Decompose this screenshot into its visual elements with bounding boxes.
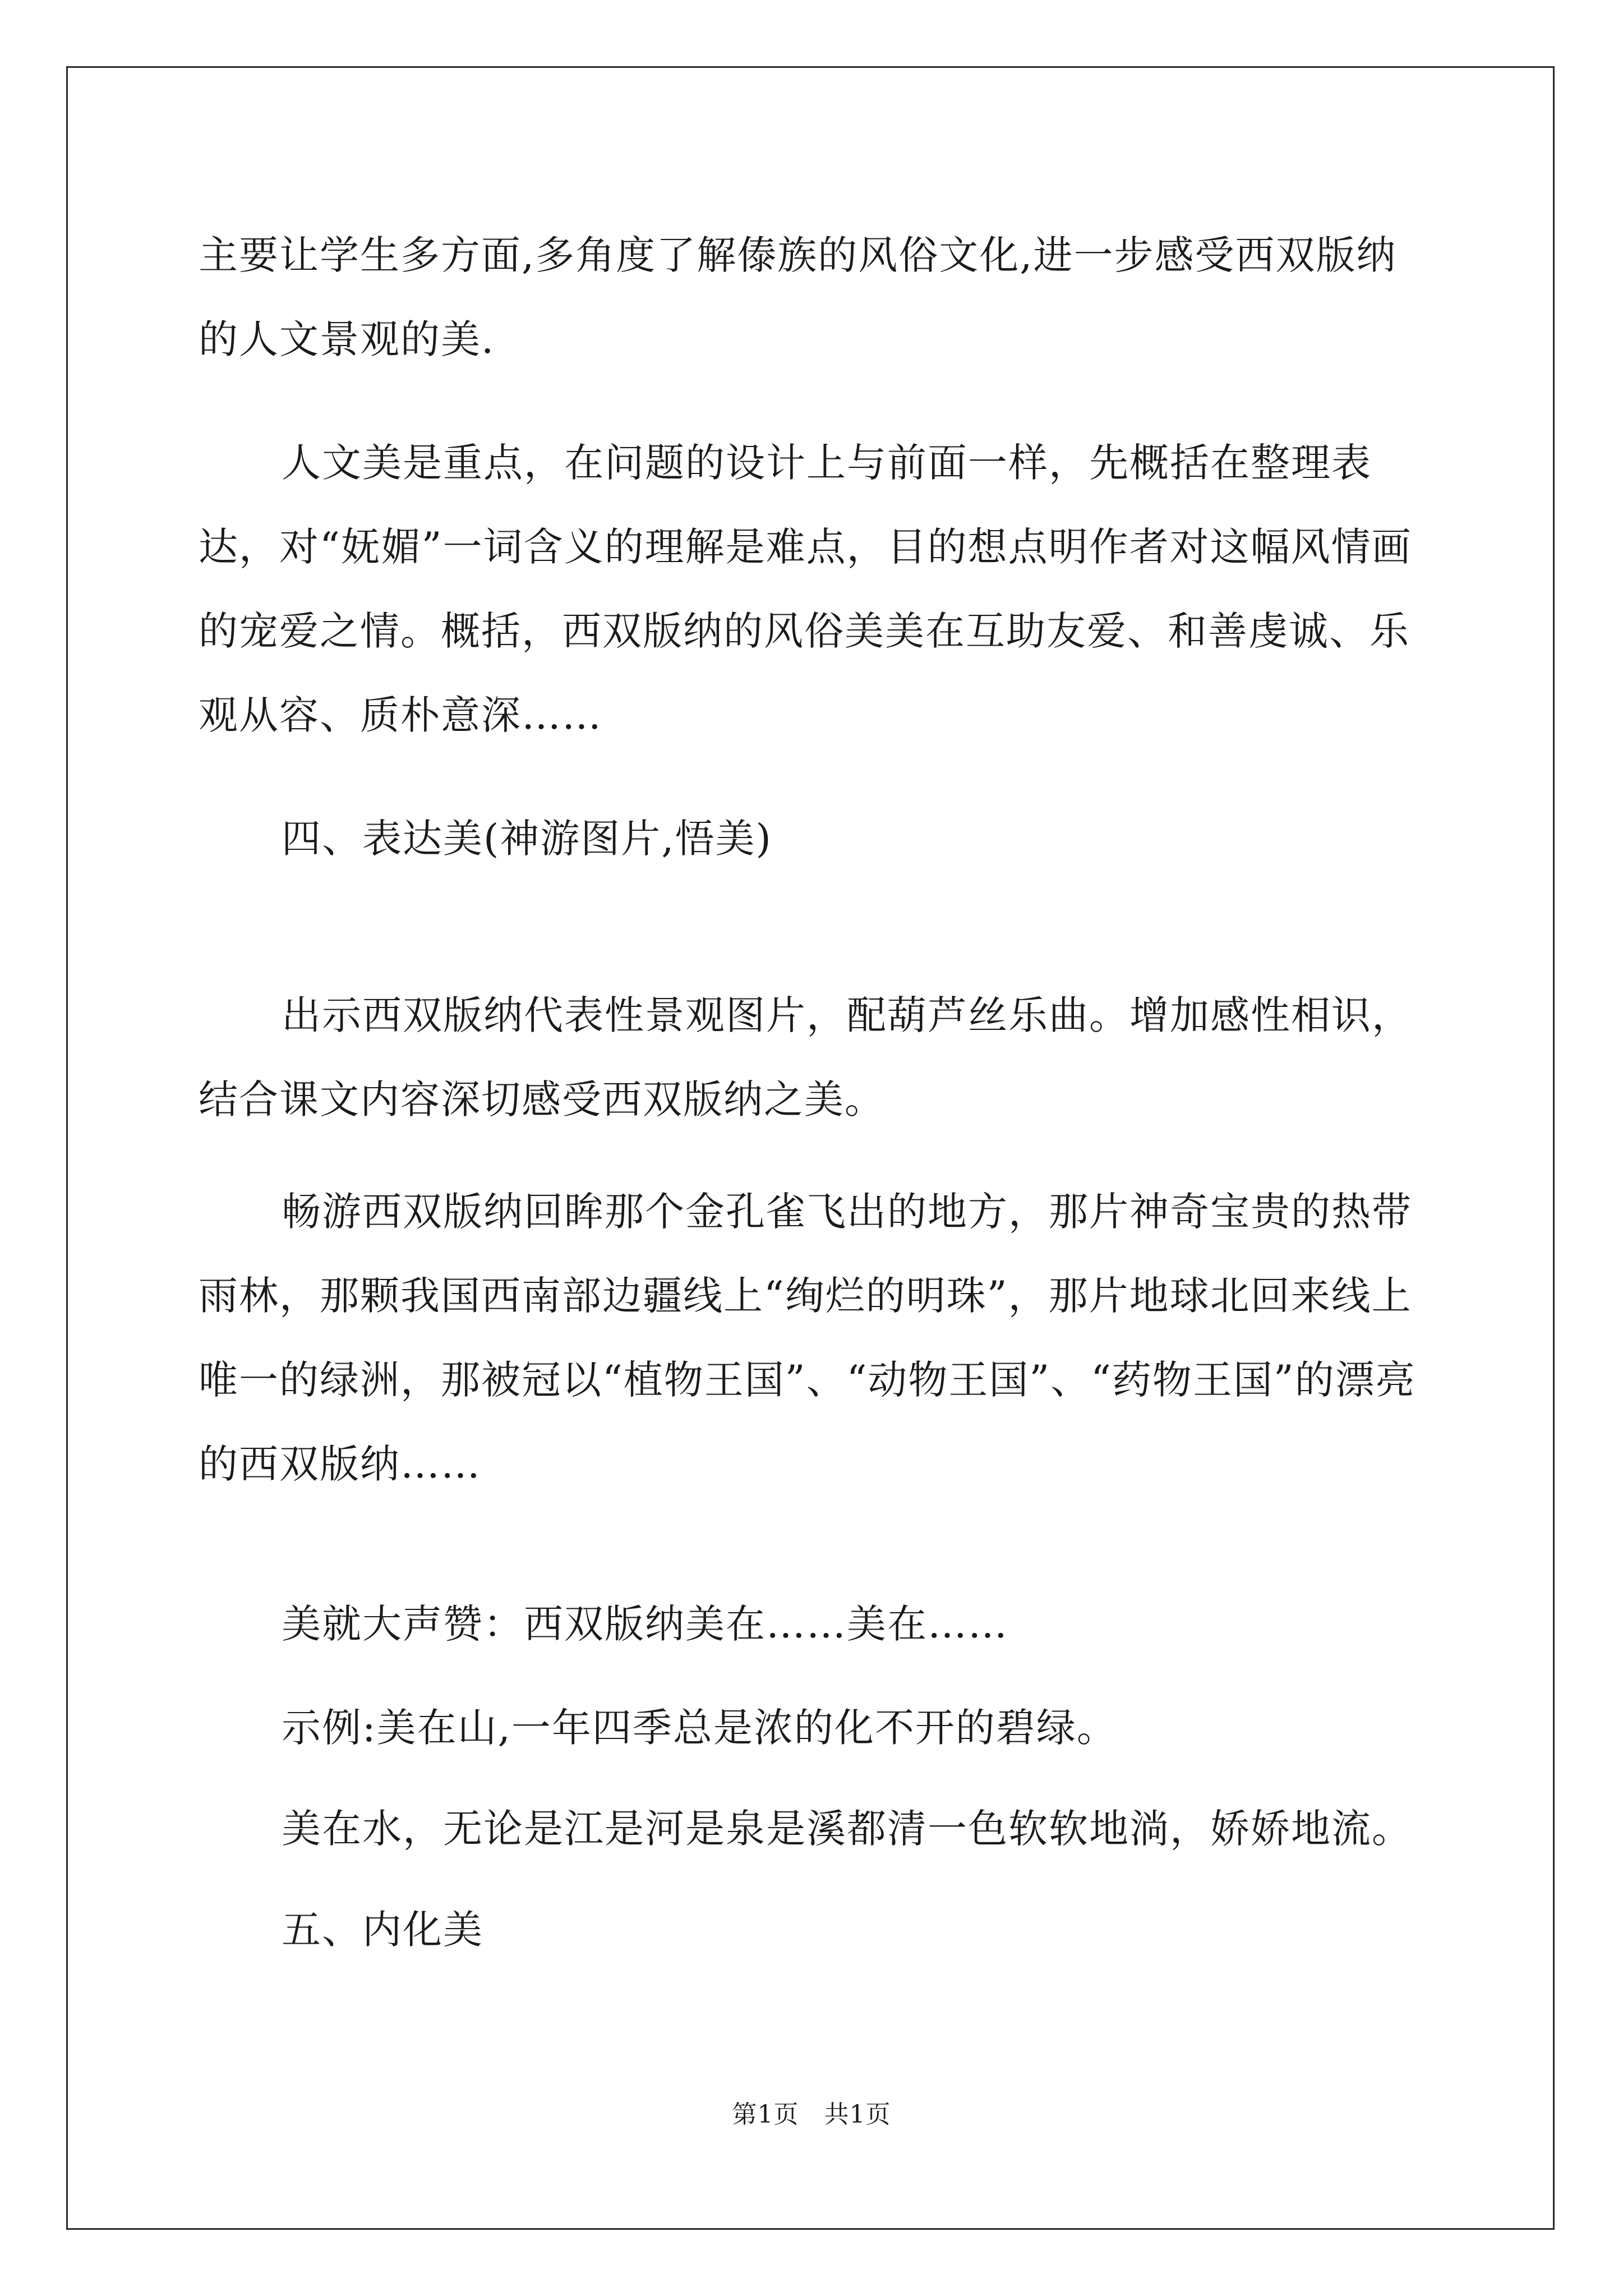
- paragraph-3-heading: 四、表达美(神游图片,悟美): [282, 816, 772, 862]
- paragraph-5: 畅游西双版纳回眸那个金孔雀飞出的地方，那片神奇宝贵的热带雨林，那颗我国西南部边疆线上“绚烂的明珠”，那片地球北回来线上唯一的绿洲，那被冠以“植物王国”、“动物王国”、“药物王国”的漂亮的西双版纳……: [199, 1189, 1416, 1487]
- page-number-footer: 第1页 共1页: [732, 2100, 891, 2129]
- paragraph-4: 出示西双版纳代表性景观图片，配葫芦丝乐曲。增加感性相识，结合课文内容深切感受西双版纳之美。: [199, 992, 1412, 1122]
- paragraph-7: 示例:美在山,一年四季总是浓的化不开的碧绿。: [282, 1705, 1117, 1751]
- paragraph-8: 美在水，无论是江是河是泉是溪都清一色软软地淌，娇娇地流。: [282, 1806, 1412, 1852]
- paragraph-6: 美就大声赞：西双版纳美在……美在……: [282, 1601, 1008, 1647]
- paragraph-1: 主要让学生多方面,多角度了解傣族的风俗文化,进一步感受西双版纳的人文景观的美.: [199, 232, 1397, 362]
- paragraph-2: 人文美是重点，在问题的设计上与前面一样，先概括在整理表达，对“妩媚”一词含义的理解是难点，目的想点明作者对这幅风情画的宠爱之情。概括，西双版纳的风俗美美在互助友爱、和善虔诚、乐观从容、质朴意深……: [199, 440, 1412, 738]
- paragraph-9-heading: 五、内化美: [282, 1907, 483, 1953]
